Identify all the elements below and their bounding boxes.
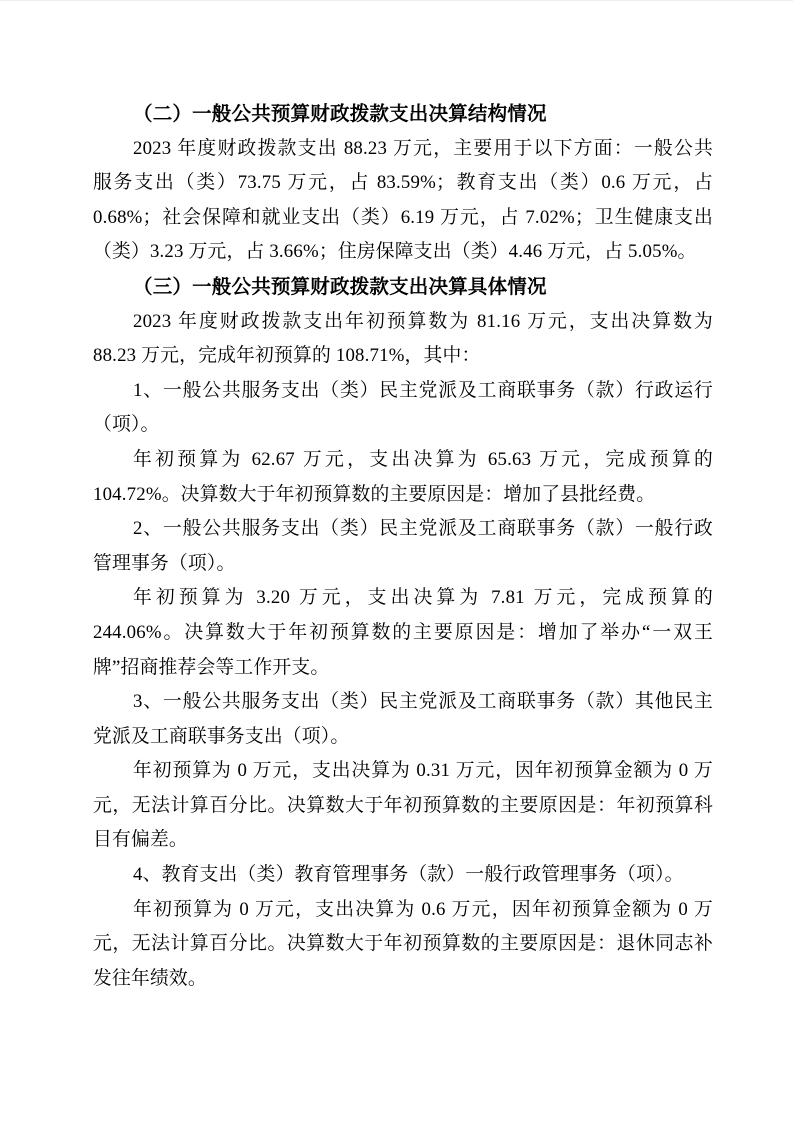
body-line: 元，无法计算百分比。决算数大于年初预算数的主要原因是：年初预算科 [93, 794, 713, 816]
section-heading-3: （三）一般公共预算财政拨款支出决算具体情况 [133, 275, 547, 298]
body-line: 党派及工商联事务支出（项）。 [93, 725, 350, 747]
body-line: 年初预算为 0 万元，支出决算为 0.6 万元，因年初预算金额为 0 万 [133, 898, 713, 920]
body-line: 244.06%。决算数大于年初预算数的主要原因是：增加了举办“一双王 [93, 621, 713, 643]
body-line: 年初预算为 3.20 万元，支出决算为 7.81 万元，完成预算的 [133, 587, 713, 609]
body-line: 目有偏差。 [93, 829, 188, 851]
body-line: 年初预算为 0 万元，支出决算为 0.31 万元，因年初预算金额为 0 万 [133, 760, 713, 782]
body-line: 104.72%。决算数大于年初预算数的主要原因是：增加了县批经费。 [93, 483, 656, 505]
body-line: 管理事务（项）。 [93, 552, 236, 574]
body-line: 年初预算为 62.67 万元，支出决算为 65.63 万元，完成预算的 [133, 448, 713, 470]
body-line: 1、一般公共服务支出（类）民主党派及工商联事务（款）行政运行 [133, 379, 713, 401]
body-line: 牌”招商推荐会等工作开支。 [93, 656, 330, 678]
body-line: 服务支出（类）73.75 万元，占 83.59%；教育支出（类）0.6 万元，占 [93, 172, 713, 194]
body-line: 发往年绩效。 [93, 967, 207, 989]
body-line: 4、教育支出（类）教育管理事务（款）一般行政管理事务（项）。 [133, 864, 684, 886]
section-heading-2: （二）一般公共预算财政拨款支出决算结构情况 [133, 103, 547, 125]
document-text [93, 97, 713, 996]
body-line: （类）3.23 万元，占 3.66%；住房保障支出（类）4.46 万元，占 5.05%。 [93, 241, 697, 263]
body-line: 0.68%；社会保障和就业支出（类）6.19 万元，占 7.02%；卫生健康支出 [93, 206, 713, 228]
body-line: （项）。 [93, 414, 160, 436]
body-line: 2、一般公共服务支出（类）民主党派及工商联事务（款）一般行政 [133, 518, 713, 540]
body-line: 3、一般公共服务支出（类）民主党派及工商联事务（款）其他民主 [133, 691, 713, 713]
body-line: 元，无法计算百分比。决算数大于年初预算数的主要原因是：退休同志补 [93, 933, 713, 955]
body-line: 2023 年度财政拨款支出 88.23 万元，主要用于以下方面：一般公共 [133, 137, 713, 159]
body-line: 2023 年度财政拨款支出年初预算数为 81.16 万元，支出决算数为 [133, 310, 713, 332]
body-line: 88.23 万元，完成年初预算的 108.71%，其中： [93, 345, 481, 367]
